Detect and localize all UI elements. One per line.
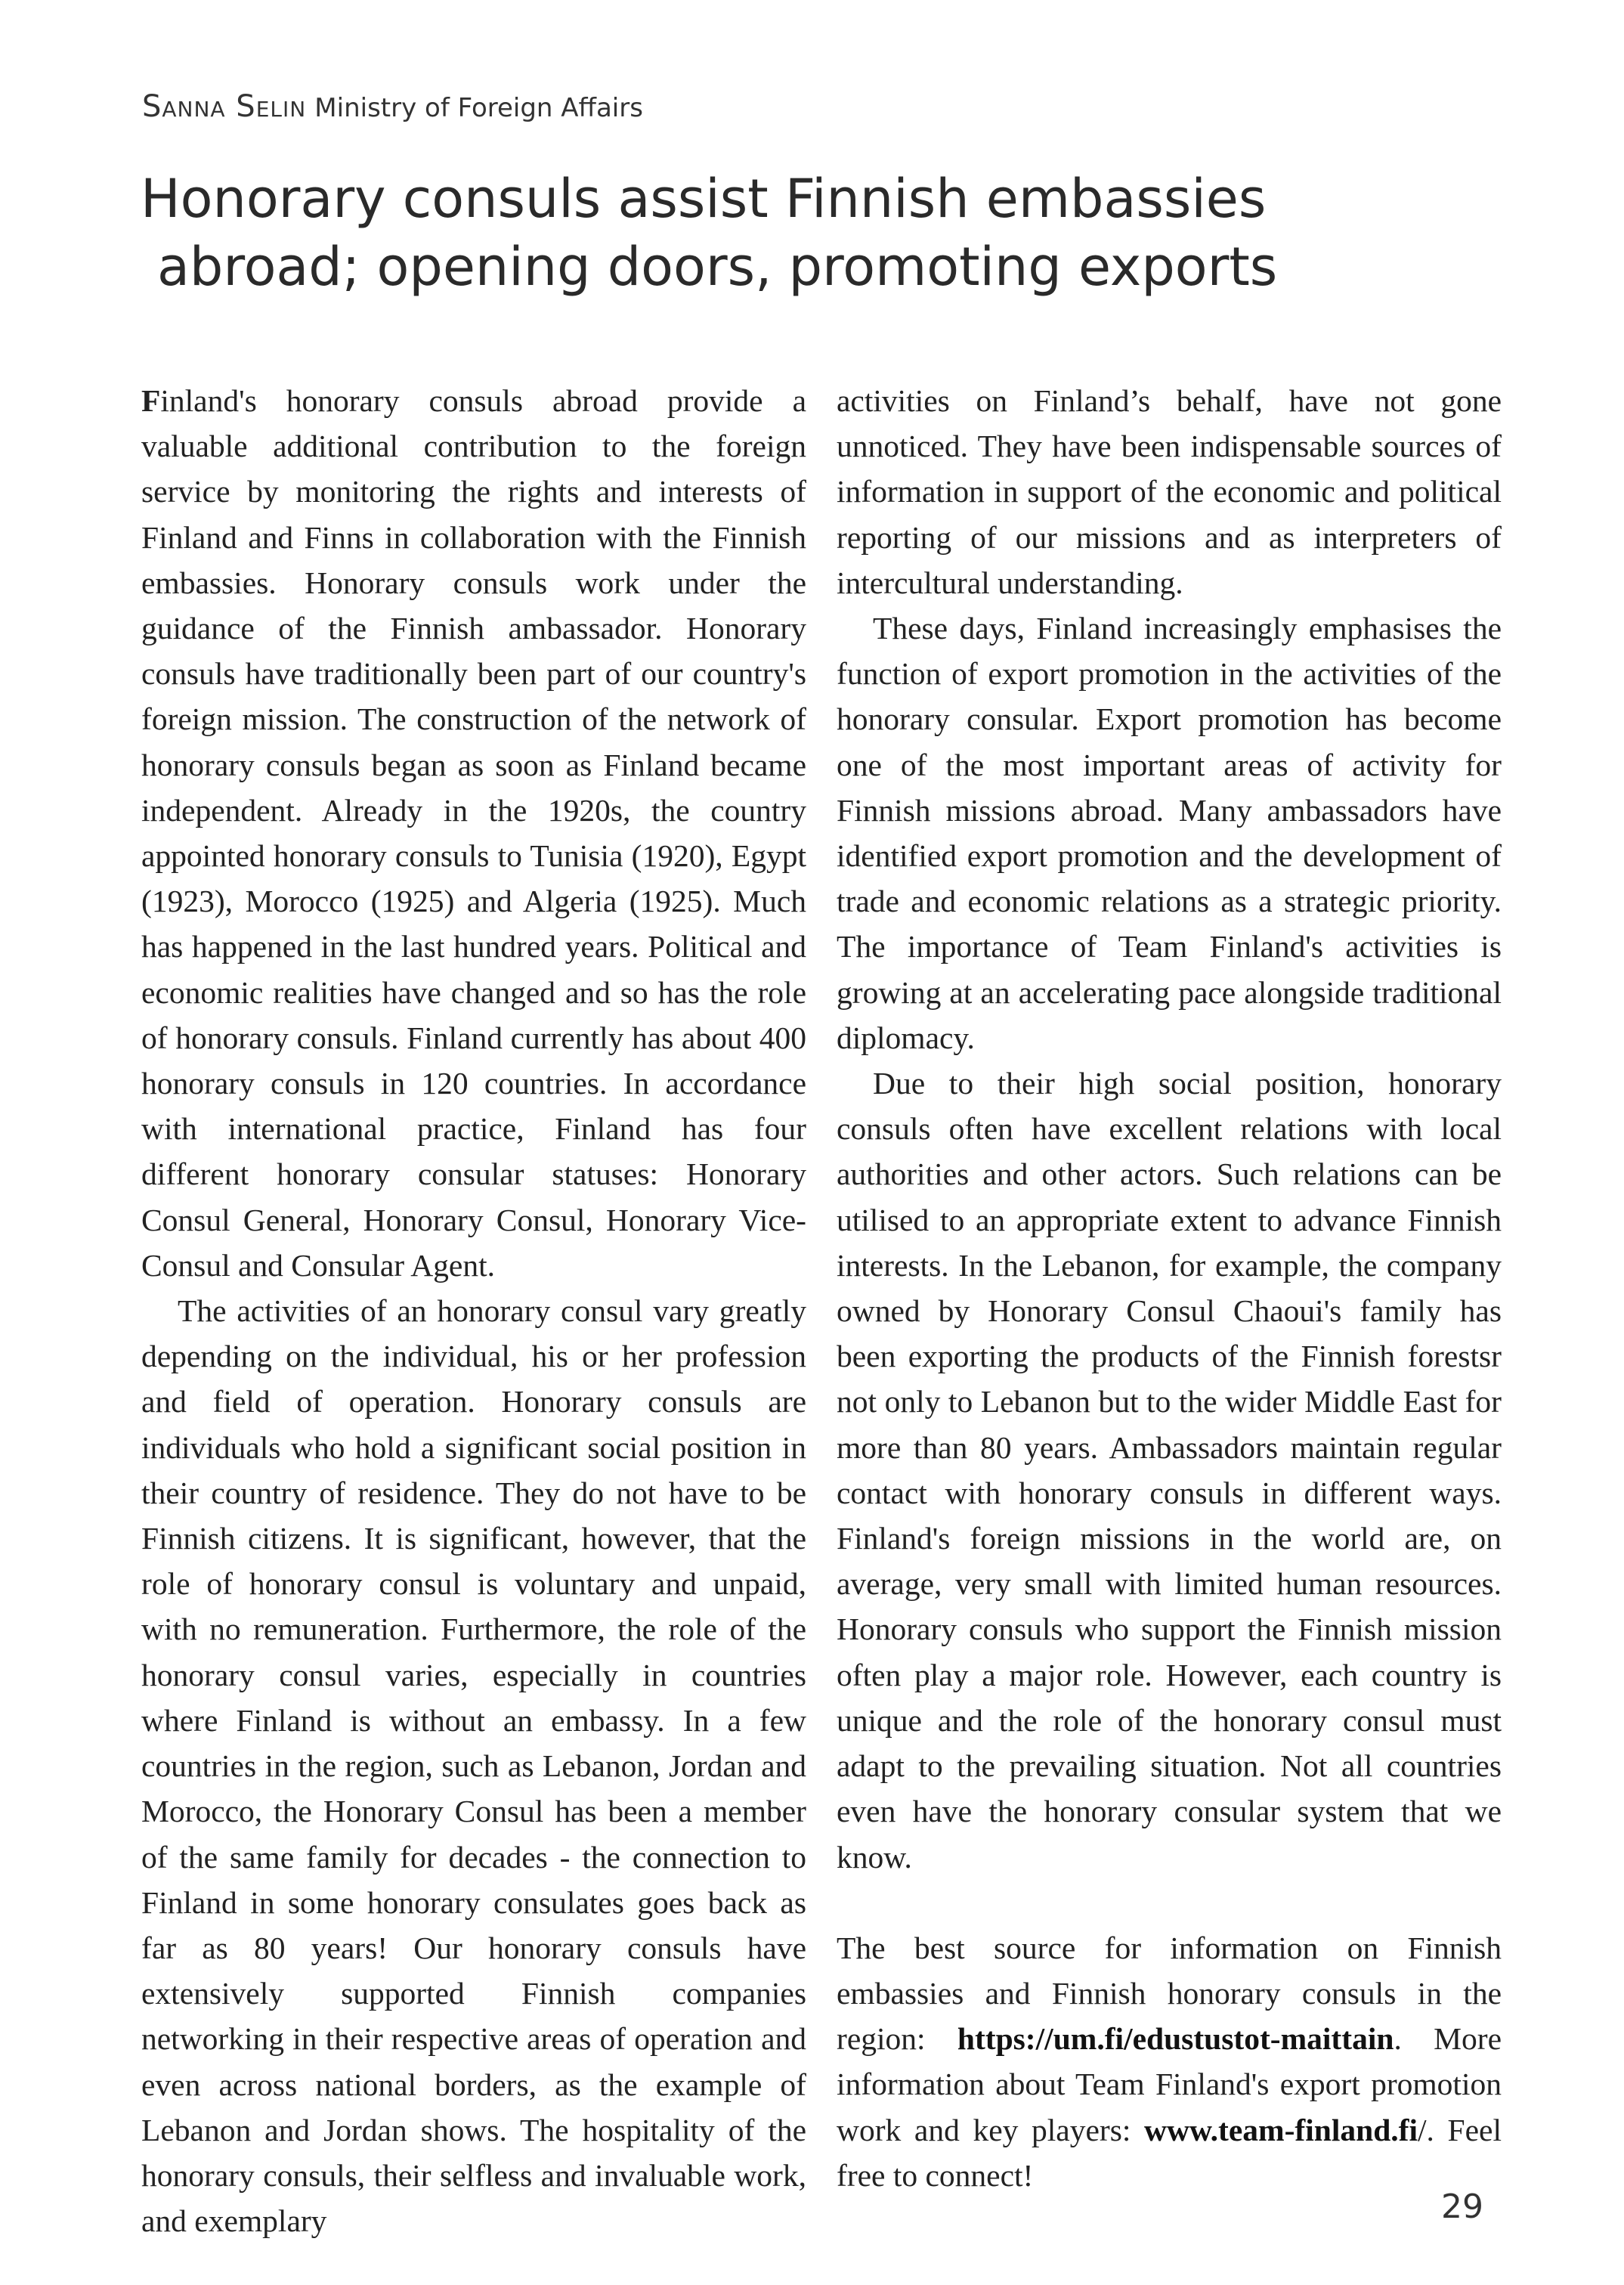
paragraph-2: The activities of an honorary consul vary greatly depending on the individual, his or her profession and field of operation. Honorary consuls are individuals who hold a significant social position in their country of residence. They do not have to be Finnish citizens. It is significant, however, that the role of honorary consul is voluntary and unpaid, with no remuneration. Furthermore, the role of the honorary consul varies, especially in countries where Finland is without an embassy. In a few countries in the region, such as Lebanon, Jordan and Morocco, the Honorary Consul has been a member of the same family for decades - the connection to Finland in some honorary consulates goes back as far as 80 years! Our honorary consuls have extensively supported Finnish companies networking in their respective areas of operation and even across national borders, as the example of Lebanon and Jordan shows. The hospitality of the honorary consuls, their selfless and invaluable work, and exemplary — [141, 1293, 806, 2239]
initial-letter: F — [141, 383, 161, 418]
page-number: 29 — [1441, 2187, 1483, 2226]
paragraph-1-text: inland's honorary consuls abroad provide a valuable additional contribution to the foreign service by monitoring the rights and interests of Finland and Finns in collaboration with the Finnish embassies. Honorary consuls work under the guidance of the Finnish ambassador. Honorary consuls have traditionally been part of our country's foreign mission. The construction of the network of honorary consuls began as soon as Finland became independent. Already in the 1920s, the country appointed honorary consuls to Tunisia (1920), Egypt (1923), Morocco (1925) and Algeria (1925). Much has happened in the last hundred years. Political and economic realities have changed and so has the role of honorary consuls. Finland currently has about 400 honorary consuls in 120 countries. In accordance with international practice, Finland has four different honorary consular statuses: Honorary Consul General, Honorary Consul, Honorary Vice-Consul and Consular Agent. — [141, 383, 806, 1283]
article-title — [141, 165, 1277, 301]
body-column-left — [141, 378, 806, 2243]
paragraph-3: These days, Finland increasingly emphasises the function of export promotion in the activities of the honorary consular. Export promotion has become one of the most important areas of activity for Finnish missions abroad. Many ambassadors have identified export promotion and the development of trade and economic relations as a strategic priority. The importance of Team Finland's activities is growing at an accelerating pace alongside traditional diplomacy. — [837, 611, 1502, 1055]
author-affiliation: Ministry of Foreign Affairs — [314, 93, 643, 123]
link-um-fi[interactable]: https://um.fi/edustustot-maittain — [957, 2021, 1394, 2057]
link-team-finland[interactable]: www.team-finland.fi — [1144, 2112, 1418, 2147]
article-title-line-1: Honorary consuls assist Finnish embassies — [141, 168, 1267, 230]
paragraph-4: Due to their high social position, honorary consuls often have excellent relations with local authorities and other actors. Such relations can be utilised to an appropriate extent to advance Finnish interests. In the Lebanon, for example, the company owned by Honorary Consul Chaoui's family has been exporting the products of the Finnish forestsr not only to Lebanon but to the wider Middle East for more than 80 years. Ambassadors maintain regular contact with honorary consuls in different ways. Finland's foreign missions in the world are, on average, very small with limited human resources. Honorary consuls who support the Finnish mission often play a major role. However, each country is unique and the role of the honorary consul must adapt to the prevailing situation. Not all countries even have the honorary consular system that we know. — [837, 1066, 1502, 1875]
paragraph-5-text-2: . More information about Team Finland's export promotion work and key players: — [837, 2021, 1502, 2147]
body-column-right — [837, 378, 1502, 2198]
paragraph-1 — [141, 378, 806, 1288]
author-name: Sanna Selin — [142, 89, 307, 124]
paragraph-5-text-1: The best source for information on Finnish embassies and Finnish honorary consuls in the region: — [837, 1930, 1502, 2057]
byline — [142, 89, 643, 124]
paragraph-5 — [837, 1925, 1502, 2198]
paragraph-5-text-3: /. Feel free to connect! — [837, 2112, 1502, 2193]
article-title-line-2: abroad; opening doors, promoting exports — [157, 236, 1278, 298]
paragraph-2-continued: activities on Finland’s behalf, have not gone unnoticed. They have been indispensable sources of information in support of the economic and political reporting of our missions and as interpreters of intercultural understanding. — [837, 383, 1502, 600]
